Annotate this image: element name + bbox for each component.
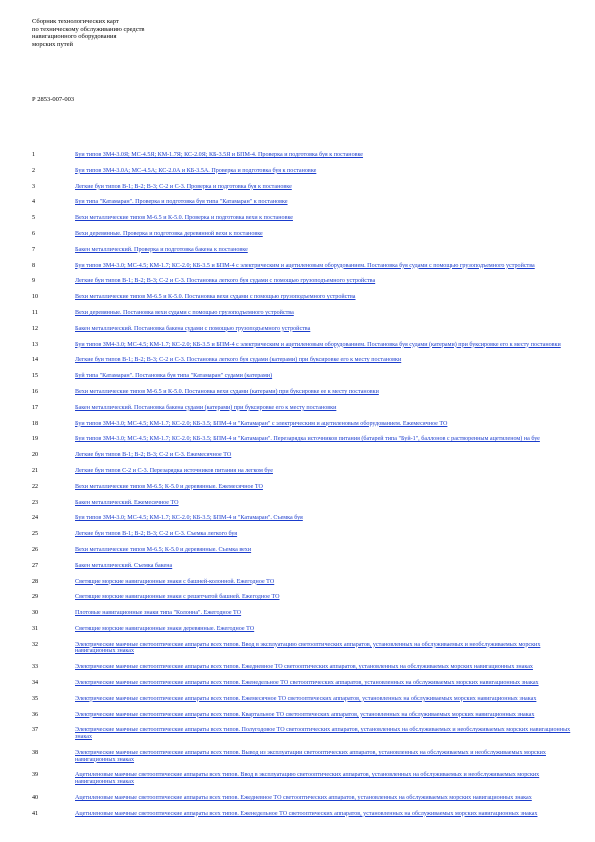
item-link[interactable]: Ацетиленовые маячные светооптические аппараты всех типов. Ввод в эксплуатацию светооптических аппаратов, установленных на обслуживаемых и необслуживаемых морских навигационных знаках <box>75 772 540 786</box>
list-item <box>32 421 572 428</box>
item-number: 3 <box>32 183 36 190</box>
item-link[interactable]: Электрические маячные светооптические аппараты всех типов. Ежедневное ТО светооптических аппаратов, установленных на обслуживаемых морских навигационных знаках <box>75 664 533 671</box>
list-item <box>32 531 572 538</box>
list-item <box>32 795 572 802</box>
item-link[interactable]: Электрические маячные светооптические аппараты всех типов. Квартальное ТО светооптических аппаратов, установленных на обслуживаемых морских навигационных знаках <box>75 711 535 718</box>
contents-list <box>32 152 572 817</box>
item-link[interactable]: Буи типов ЗМ4-3.0А; МС-4.5А; КС-2.0А и КБ-3.5А. Проверка и подготовка буя к постановке <box>75 167 317 174</box>
item-number: 41 <box>32 810 39 817</box>
item-number: 2 <box>32 167 36 174</box>
item-link[interactable]: Вехи деревянные. Постановка вехи судами с помощью грузоподъемного устройства <box>75 309 294 316</box>
item-link[interactable]: Буи типов ЗМ4-3.0; МС-4.5; КМ-1.7; КС-2.0; КБ-3.5 и БПМ-4 с электрическим и ацетиленовым оборудованием. Постановка буя судами с помощью грузоподъемного устройства <box>75 262 535 269</box>
document-header <box>32 18 145 48</box>
item-number: 33 <box>32 664 39 671</box>
item-number: 19 <box>32 436 39 443</box>
list-item <box>32 515 572 522</box>
item-link[interactable]: Бакен металлический. Съемка бакена <box>75 562 173 569</box>
item-number: 35 <box>32 695 39 702</box>
item-number: 10 <box>32 294 39 301</box>
list-item <box>32 811 572 818</box>
item-number: 34 <box>32 680 39 686</box>
item-link[interactable]: Буи типов ЗМ4-3.0; МС-4.5; КМ-1.7; КС-2.0; КБ-3.5 и БПМ-4 с электрическим и ацетиленовым оборудованием. Постановка буя судами (катерами) при буксировке его к месту постановки <box>75 341 561 348</box>
item-number: 23 <box>32 499 39 506</box>
item-link[interactable]: Легкие буи типов В-1; В-2; В-3; С-2 и С-3. Съемка легкого буя <box>75 531 238 538</box>
item-number: 31 <box>32 625 39 632</box>
list-item <box>32 680 572 687</box>
item-number: 14 <box>32 357 39 364</box>
item-link[interactable]: Буй типа "Катамаран". Постановка буя типа "Катамаран" судами (катерами) <box>75 373 273 380</box>
item-number: 24 <box>32 515 39 522</box>
list-item <box>32 484 572 491</box>
item-number: 20 <box>32 452 39 459</box>
list-item <box>32 168 572 175</box>
item-number: 5 <box>32 215 36 222</box>
item-number: 13 <box>32 341 39 348</box>
list-item <box>32 389 572 396</box>
item-link[interactable]: Плотовые навигационные знаки типа "Колонна". Ежегодное ТО <box>75 610 242 617</box>
item-link[interactable]: Ацетиленовые маячные светооптические аппараты всех типов. Ежедневное ТО светооптических аппаратов, установленных на обслуживаемых морских навигационных знаках <box>75 794 532 801</box>
item-link[interactable]: Вехи металлические типов М-6.5; К-5.0 и деревянные. Съемка вехи <box>75 546 252 553</box>
list-item <box>32 436 572 443</box>
item-link[interactable]: Вехи металлические типов М-6.5 и К-5.0. Постановка вехи судами с помощью грузоподъемного устройства <box>75 294 356 301</box>
item-number: 28 <box>32 578 39 585</box>
list-item <box>32 750 572 763</box>
list-item <box>32 727 572 740</box>
item-link[interactable]: Легкие буи типов В-1; В-2; В-3; С-2 и С-3. Проверка и подготовка буя к постановке <box>75 183 292 190</box>
list-item <box>32 642 572 655</box>
item-link[interactable]: Светящие морские навигационные знаки деревянные. Ежегодное ТО <box>75 625 255 632</box>
item-link[interactable]: Бакен металлический. Ежемесячное ТО <box>75 499 179 506</box>
header-line: навигационного оборудования <box>32 33 117 41</box>
item-number: 38 <box>32 749 39 756</box>
list-item <box>32 357 572 364</box>
list-item <box>32 278 572 285</box>
list-item <box>32 199 572 206</box>
item-number: 25 <box>32 531 39 538</box>
item-number: 26 <box>32 546 39 553</box>
item-link[interactable]: Ацетиленовые маячные светооптические аппараты всех типов. Еженедельное ТО светооптических аппаратов, установленных на обслуживаемых морских навигационных знаках <box>75 810 538 817</box>
item-number: 17 <box>32 404 39 411</box>
item-link[interactable]: Электрические маячные светооптические аппараты всех типов. Еженедельное ТО светооптических аппаратов, установленных на обслуживаемых морских навигационных знаках <box>75 680 539 686</box>
item-link[interactable]: Бакен металлический. Постановка бакена судами (катерами) при буксировке его к месту постановки <box>75 404 337 411</box>
list-item <box>32 772 572 785</box>
item-link[interactable]: Электрические маячные светооптические аппараты всех типов. Вывод из эксплуатации светооптических аппаратов, установленных на обслуживаемых и необслуживаемых морских навигационных знаках <box>75 749 546 763</box>
item-number: 36 <box>32 711 39 718</box>
item-link[interactable]: Буи типов ЗМ4-3.0; МС-4.5; КМ-1.7; КС-2.0; КБ-3.5; БПМ-4 и "Катамаран". Перезарядка источников питания (батарей типа "Буй-1", баллонов с растворенным ацетиленом) на буе <box>75 436 540 443</box>
item-number: 29 <box>32 594 39 601</box>
item-link[interactable]: Вехи металлические типов М-6.5 и К-5.0. Постановка вехи судами (катерами) при буксировке ее к месту постановки <box>75 388 379 395</box>
item-link[interactable]: Светящие морские навигационные знаки с решетчатой башней. Ежегодное ТО <box>75 594 280 601</box>
list-item <box>32 184 572 191</box>
item-link[interactable]: Легкие буи типов С-2 и С-3. Перезарядка источников питания на легком буе <box>75 467 273 474</box>
list-item <box>32 326 572 333</box>
item-number: 39 <box>32 772 39 779</box>
item-link[interactable]: Электрические маячные светооптические аппараты всех типов. Ежемесячное ТО светооптических аппаратов, установленных на обслуживаемых морских навигационных знаках <box>75 695 537 702</box>
list-item <box>32 263 572 270</box>
item-number: 22 <box>32 483 39 490</box>
item-number: 16 <box>32 388 39 395</box>
item-link[interactable]: Электрические маячные светооптические аппараты всех типов. Полугодовое ТО светооптических аппаратов, установленных на обслуживаемых и необслуживаемых морских навигационных знаках <box>75 727 571 741</box>
item-number: 7 <box>32 246 36 253</box>
list-item <box>32 664 572 671</box>
list-item <box>32 500 572 507</box>
list-item <box>32 373 572 380</box>
item-link[interactable]: Бакен металлический. Постановка бакена судами с помощью грузоподъемного устройства <box>75 325 311 332</box>
item-number: 12 <box>32 325 39 332</box>
item-number: 11 <box>32 309 38 316</box>
item-link[interactable]: Вехи металлические типов М-6.5 и К-5.0. Проверка и подготовка вехи к постановке <box>75 215 293 222</box>
item-number: 18 <box>32 420 39 427</box>
item-link[interactable]: Буи типов ЗМ4-3.0Я; МС-4.5Я; КМ-1.7Я; КС-2.0Я; КБ-3.5Я и БПМ-4. Проверка и подготовка буя к постановке <box>75 152 364 158</box>
list-item <box>32 712 572 719</box>
item-link[interactable]: Легкие буи типов В-1; В-2; В-3; С-2 и С-3. Постановка легкого буя судами (катерами) при буксировке его к месту постановки <box>75 357 402 364</box>
header-line: по техническому обслуживанию средств <box>32 25 145 33</box>
item-link[interactable]: Бакен металлический. Проверка и подготовка бакена к постановке <box>75 246 248 253</box>
list-item <box>32 626 572 633</box>
item-link[interactable]: Легкие буи типов В-1; В-2; В-3; С-2 и С-3. Постановка легкого буя судами с помощью грузоподъемного устройства <box>75 278 376 285</box>
list-item <box>32 696 572 703</box>
item-number: 37 <box>32 727 39 734</box>
header-line: Сборник технологических карт <box>32 18 119 25</box>
list-item <box>32 563 572 570</box>
list-item <box>32 215 572 222</box>
item-number: 21 <box>32 467 39 474</box>
item-link[interactable]: Вехи деревянные. Проверка и подготовка деревянной вехи к постановке <box>75 230 263 237</box>
item-link[interactable]: Электрические маячные светооптические аппараты всех типов. Ввод в эксплуатацию светооптических аппаратов, установленных на обслуживаемых и необслуживаемых морских навигационных знаках <box>75 641 541 655</box>
item-number: 1 <box>32 152 36 158</box>
document-code: Р 2853-007-003 <box>32 96 75 103</box>
list-item <box>32 547 572 554</box>
item-number: 8 <box>32 262 36 269</box>
item-link[interactable]: Легкие буи типов В-1; В-2; В-3; С-2 и С-3. Ежемесячное ТО <box>75 452 232 459</box>
list-item <box>32 310 572 317</box>
list-item <box>32 405 572 412</box>
item-link[interactable]: Буи типа "Катамаран". Проверка и подготовка буя типа "Катамаран" к постановке <box>75 199 288 206</box>
item-number: 4 <box>32 199 36 206</box>
item-link[interactable]: Буи типов ЗМ4-3.0; МС-4.5; КМ-1.7; КС-2.0; КБ-3.5; БПМ-4 и "Катамаран". Съемка буя <box>75 515 303 522</box>
list-item <box>32 152 572 159</box>
list-item <box>32 610 572 617</box>
list-item <box>32 594 572 601</box>
item-link[interactable]: Светящие морские навигационные знаки с башней-колонной. Ежегодное ТО <box>75 578 275 585</box>
list-item <box>32 247 572 254</box>
item-number: 6 <box>32 230 36 237</box>
item-number: 40 <box>32 794 39 801</box>
item-number: 30 <box>32 610 39 617</box>
item-number: 27 <box>32 562 39 569</box>
list-item <box>32 468 572 475</box>
item-link[interactable]: Вехи металлические типов М-6.5; К-5.0 и деревянные. Ежемесячное ТО <box>75 483 263 490</box>
list-item <box>32 452 572 459</box>
item-link[interactable]: Буи типов ЗМ4-3.0; МС-4.5; КМ-1.7; КС-2.0; КБ-3.5; БПМ-4 и "Катамаран" с электрическим и ацетиленовым оборудованием. Ежемесячное ТО <box>75 420 448 427</box>
header-line: морских путей <box>32 40 73 48</box>
item-number: 15 <box>32 373 39 380</box>
list-item <box>32 294 572 301</box>
item-number: 9 <box>32 278 36 285</box>
list-item <box>32 579 572 586</box>
list-item <box>32 342 572 349</box>
item-number: 32 <box>32 641 39 648</box>
list-item <box>32 231 572 238</box>
